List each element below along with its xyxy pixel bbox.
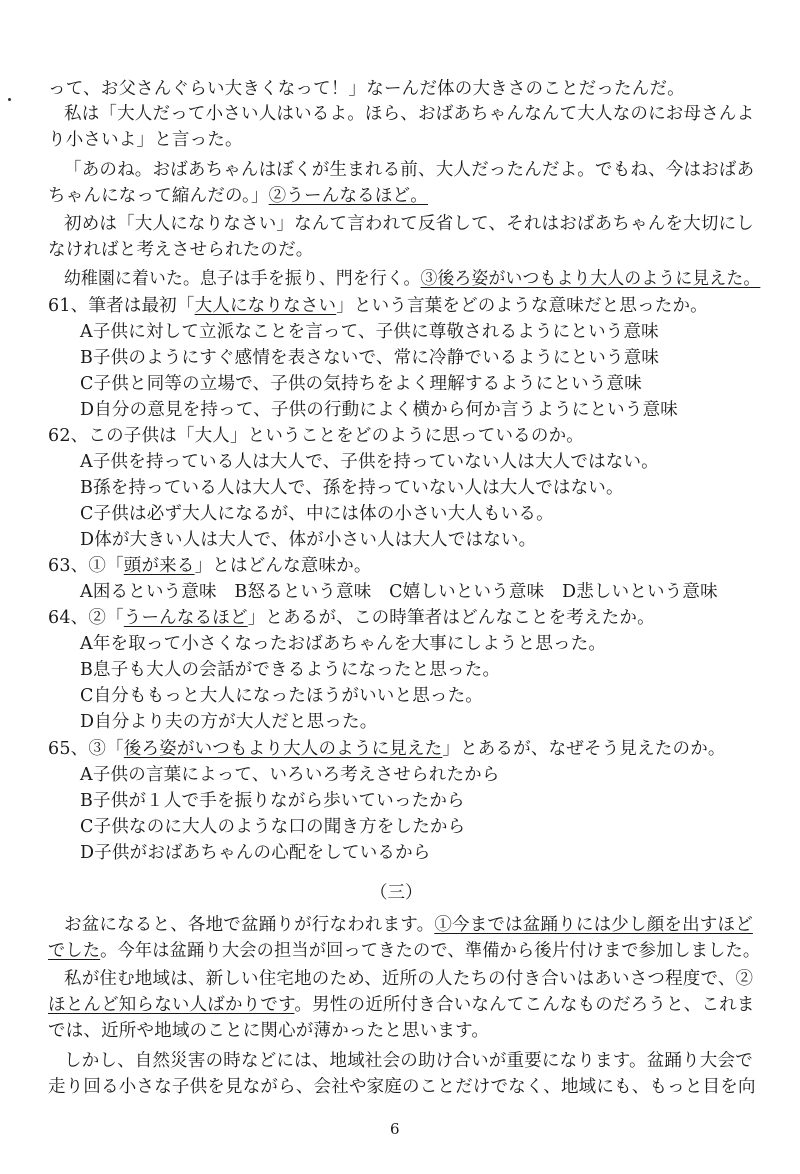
q65-option-b: B子供が１人で手を振りながら歩いていったから	[80, 791, 465, 811]
question-quote: うーんなるほど	[123, 608, 248, 628]
q61-option-a: A子供に対して立派なことを言って、子供に尊敬されるようにという意味	[80, 322, 659, 342]
section-title: （三）	[370, 883, 423, 903]
q62-option-c: C子供は必ず大人になるが、中には体の小さい大人もいる。	[80, 504, 554, 524]
q65-option-d: D子供がおばあちゃんの心配をしているから	[80, 843, 431, 863]
question-64	[48, 605, 655, 631]
passage-text: 。今年は盆踊り大会の担当が回ってきたので、準備から後片付けまで参加しました。	[100, 941, 761, 961]
page-number: 6	[390, 1120, 400, 1138]
q65-option-a: A子供の言葉によって、いろいろ考えさせられたから	[80, 765, 500, 785]
q62-option-a: A子供を持っている人は大人で、子供を持っていない人は大人ではない。	[80, 452, 659, 472]
q62-option-d: D体が大きい人は大人で、体が小さい人は大人ではない。	[80, 530, 537, 550]
passage-text: 幼稚園に着いた。息子は手を振り、門を行く。	[64, 269, 421, 289]
section3-line	[48, 992, 755, 1018]
q64-option-d: D自分より夫の方が大人だと思った。	[80, 712, 378, 732]
underlined-phrase-2: ②うーんなるほど。	[268, 186, 428, 206]
q62-option-b: B孫を持っている人は大人で、孫を持っていない人は大人ではない。	[80, 478, 624, 498]
q64-option-c: C自分ももっと大人になったほうがいいと思った。	[80, 686, 483, 706]
scan-speck	[8, 98, 11, 101]
question-text: 」とあるが、この時筆者はどんなことを考えたか。	[247, 608, 655, 628]
question-65	[48, 736, 726, 762]
question-text: 63、①「	[48, 556, 124, 576]
question-62: 62、この子供は「大人」ということをどのように思っているのか。	[48, 426, 584, 446]
passage-text: 。男性の近所付き合いなんてこんなものだろうと、これま	[294, 995, 755, 1015]
underlined-phrase-2: ほとんど知らない人ばかりです	[48, 995, 295, 1015]
q63-options: A困るという意味 B怒るという意味 C嬉しいという意味 D悲しいという意味	[80, 582, 718, 602]
question-quote: 後ろ姿がいつもより大人のように見えた	[123, 739, 443, 759]
question-63	[48, 553, 372, 579]
question-text: 64、②「	[48, 608, 124, 628]
q61-option-b: B子供のようにすぐ感情を表さないで、常に冷静でいるようにという意味	[80, 348, 660, 368]
passage-line: り小さいよ」と言った。	[48, 130, 243, 150]
section3-line: しかし、自然災害の時などには、地域社会の助け合いが重要になります。盆踊り大会で	[64, 1051, 753, 1071]
underlined-phrase-3: ③後ろ姿がいつもより大人のように見えた。	[420, 269, 761, 289]
section3-line	[48, 938, 760, 964]
q65-option-c: C子供なのに大人のような口の聞き方をしたから	[80, 817, 466, 837]
q64-option-b: B息子も大人の会話ができるようになったと思った。	[80, 660, 501, 680]
question-text: 」という言葉をどのような意味だと思ったか。	[336, 296, 708, 316]
passage-line: 「あのね。おばあちゃんはぼくが生まれる前、大人だったんだよ。でもね、今はおばあ	[64, 160, 755, 180]
passage-line: なければと考えさせられたのだ。	[48, 240, 314, 260]
question-text: 61、筆者は最初「	[48, 296, 195, 316]
question-quote: 頭が来る	[123, 556, 195, 576]
section3-line: 私が住む地域は、新しい住宅地のため、近所の人たちの付き合いはあいさつ程度で、②	[64, 969, 754, 989]
passage-text: お盆になると、各地で盆踊りが行なわれます。	[64, 915, 435, 935]
q61-option-c: C子供と同等の立場で、子供の気持ちをよく理解するようにという意味	[80, 374, 642, 394]
passage-line: 私は「大人だって小さい人はいるよ。ほら、おばあちゃんなんて大人なのにお母さんよ	[64, 104, 755, 124]
question-text: 65、③「	[48, 739, 124, 759]
question-text: 」とあるが、なぜそう見えたのか。	[442, 739, 726, 759]
question-61	[48, 293, 708, 319]
underlined-phrase-1: ①今までは盆踊りには少し顔を出すほど	[434, 915, 753, 935]
section3-line	[64, 912, 753, 938]
question-quote: 大人になりなさい	[194, 296, 337, 316]
q64-option-a: A年を取って小さくなったおばあちゃんを大事にしようと思った。	[80, 634, 607, 654]
passage-text: ちゃんになって縮んだの。」	[48, 186, 269, 206]
passage-line	[48, 183, 428, 209]
passage-line: 初めは「大人になりなさい」なんて言われて反省して、それはおばあちゃんを大切にし	[64, 214, 754, 234]
q61-option-d: D自分の意見を持って、子供の行動によく横から何か言うようにという意味	[80, 400, 678, 420]
underlined-phrase-1-cont: でした	[48, 941, 101, 961]
section3-line: 走り回る小さな子供を見ながら、会社や家庭のことだけでなく、地域にも、もっと目を向	[48, 1077, 756, 1097]
passage-line	[64, 266, 760, 292]
passage-line: って、お父さんぐらい大きくなって！」なーんだ体の大きさのことだったんだ。	[48, 79, 685, 99]
section3-line: では、近所や地域のことに関心が薄かったと思います。	[48, 1021, 490, 1041]
question-text: 」とはどんな意味か。	[194, 556, 372, 576]
